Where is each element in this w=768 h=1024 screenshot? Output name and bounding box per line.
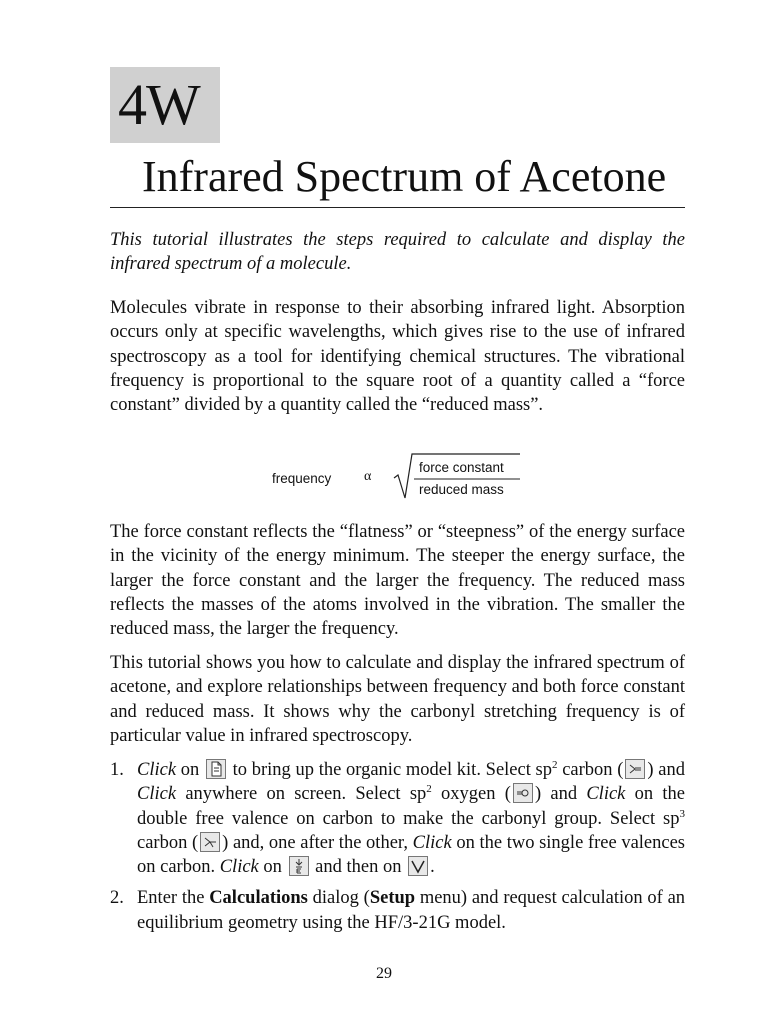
setup-keyword: Setup bbox=[369, 888, 416, 909]
paragraph-text: Molecules vibrate in response to their absorbing infrared light. Absorption occurs only at specific wavelengths, which gives rise to the use of infrared spectroscopy as a tool for identifying chemical structures. The vibrational frequency is proportional to the square root of a quantity called a “force constant” divided by a quantity called the “reduced mass”. bbox=[110, 298, 685, 416]
minimize-icon bbox=[289, 856, 309, 876]
paragraph-text: This tutorial shows you how to calculate and display the infrared spectrum of acetone, and explore relationships between frequency and both force constant and reduced mass. It shows why the carbonyl stretching frequency is of particular value in infrared spectroscopy. bbox=[110, 653, 685, 746]
intro-text: This tutorial illustrates the steps required to calculate and display the infrared spectrum of a molecule. bbox=[110, 230, 685, 275]
chapter-number: 4W bbox=[118, 72, 200, 137]
body-paragraph-1 bbox=[110, 296, 685, 417]
proportional-symbol: α bbox=[364, 469, 372, 484]
intro-paragraph bbox=[110, 228, 685, 277]
step-2: 2. Enter the Calculations dialog (Setup menu) and request calculation of an equilibrium geometry using the HF/3-21G model. bbox=[110, 888, 686, 933]
page-number: 29 bbox=[376, 965, 392, 982]
body-paragraph-3 bbox=[110, 651, 685, 748]
chapter-title: Infrared Spectrum of Acetone bbox=[142, 152, 667, 201]
frequency-formula bbox=[0, 448, 768, 508]
sp2-carbon-icon bbox=[625, 759, 645, 779]
calculations-keyword: Calculations bbox=[209, 888, 308, 909]
step-number: 2. bbox=[110, 888, 124, 909]
steps-list bbox=[110, 758, 685, 942]
formula-label: frequency bbox=[272, 471, 332, 486]
check-icon bbox=[408, 856, 428, 876]
step-number: 1. bbox=[110, 760, 124, 780]
click-word: Click bbox=[137, 760, 177, 780]
title-divider bbox=[110, 207, 685, 208]
square-root-symbol bbox=[0, 448, 768, 508]
sp3-carbon-icon bbox=[200, 832, 220, 852]
chapter-number-box bbox=[110, 67, 220, 143]
sp2-oxygen-icon bbox=[513, 783, 533, 803]
new-document-icon bbox=[206, 759, 226, 779]
body-paragraph-2 bbox=[110, 520, 685, 641]
formula-numerator: force constant bbox=[419, 460, 504, 475]
paragraph-text: The force constant reflects the “flatness” or “steepness” of the energy surface in the vicinity of the energy minimum. The steeper the energy surface, the larger the force constant and the larger the frequency. The reduced mass reflects the masses of the atoms involved in the vibration. The smaller the reduced mass, the larger the frequency. bbox=[110, 522, 685, 640]
step-1: 1. Click on to bring up the organic model kit. Select $sp^2$ carbon ( ) and Click anywhere on screen. Select $sp^2$ oxygen ( ) and Click on the double free valence on carbon to make the carbonyl group. Select $sp^3$ carbon ( ) and, one after the other, Click on the two single free valences on carbon. Click on and then on . bbox=[110, 759, 686, 878]
formula-denominator: reduced mass bbox=[419, 482, 504, 497]
